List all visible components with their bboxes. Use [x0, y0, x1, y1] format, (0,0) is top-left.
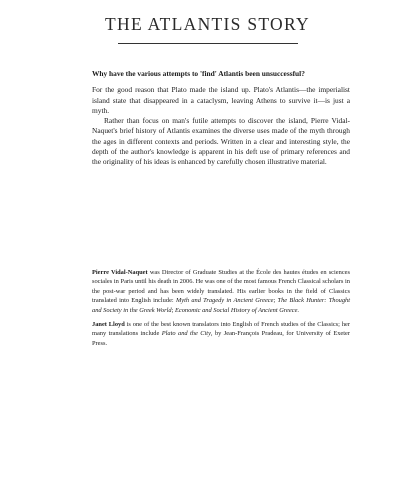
blurb-paragraph-2: Rather than focus on man's futile attempts to discover the island, Pierre Vidal-Naquet's brief history of Atlantis examines the diverse uses made of the myth through the ages in different contexts and periods. Written in a clear and interesting style, the depth of the author's knowledge is apparent in his deft use of primary references and the originality of his ideas is enhanced by carefully chosen illustrative material. [92, 116, 350, 167]
translator-bio [92, 320, 350, 348]
translator-book: Plato and the City [161, 330, 211, 338]
author-book-3: Economic and Social History of Ancient Greece [174, 306, 298, 314]
book-title: THE ATLANTIS STORY [105, 14, 310, 34]
translator-bio-text-1: is one of the best known translators into English of French studies of the Classics; her many translations include [92, 321, 350, 338]
author-book-1: Myth and Tragedy in Ancient Greece [175, 297, 274, 305]
blurb-section [92, 69, 350, 168]
bios-section [92, 268, 350, 353]
title-rule [118, 43, 298, 44]
author-bio-end: . [297, 306, 300, 314]
translator-name: Janet Lloyd [92, 321, 125, 329]
blurb-paragraph-1: For the good reason that Plato made the island up. Plato's Atlantis—the imperialist island state that disappeared in a cataclysm, leaving Athens to survive it—is just a myth. [92, 85, 350, 115]
author-name: Pierre Vidal-Naquet [92, 269, 148, 276]
author-bio [92, 268, 350, 315]
translator-bio-text-2: , by Jean-François Pradeau, for University of Exeter Press. [92, 330, 350, 347]
author-book-2: The Black Hunter: Thought and Society in the Greek World [92, 297, 350, 314]
author-bio-text-1: was Director of Graduate Studies at the École des hautes études en sciences sociales in Paris until his death in 2006. He was one of the most famous French Classical scholars in the post-war period and has been widely translated. His earlier books in the field of Classics translated into English include: [92, 269, 350, 305]
author-bio-sep-2: ; [171, 306, 175, 314]
blurb-question: Why have the various attempts to 'find' Atlantis been unsuccessful? [92, 69, 305, 78]
author-bio-sep-1: ; [273, 297, 278, 305]
